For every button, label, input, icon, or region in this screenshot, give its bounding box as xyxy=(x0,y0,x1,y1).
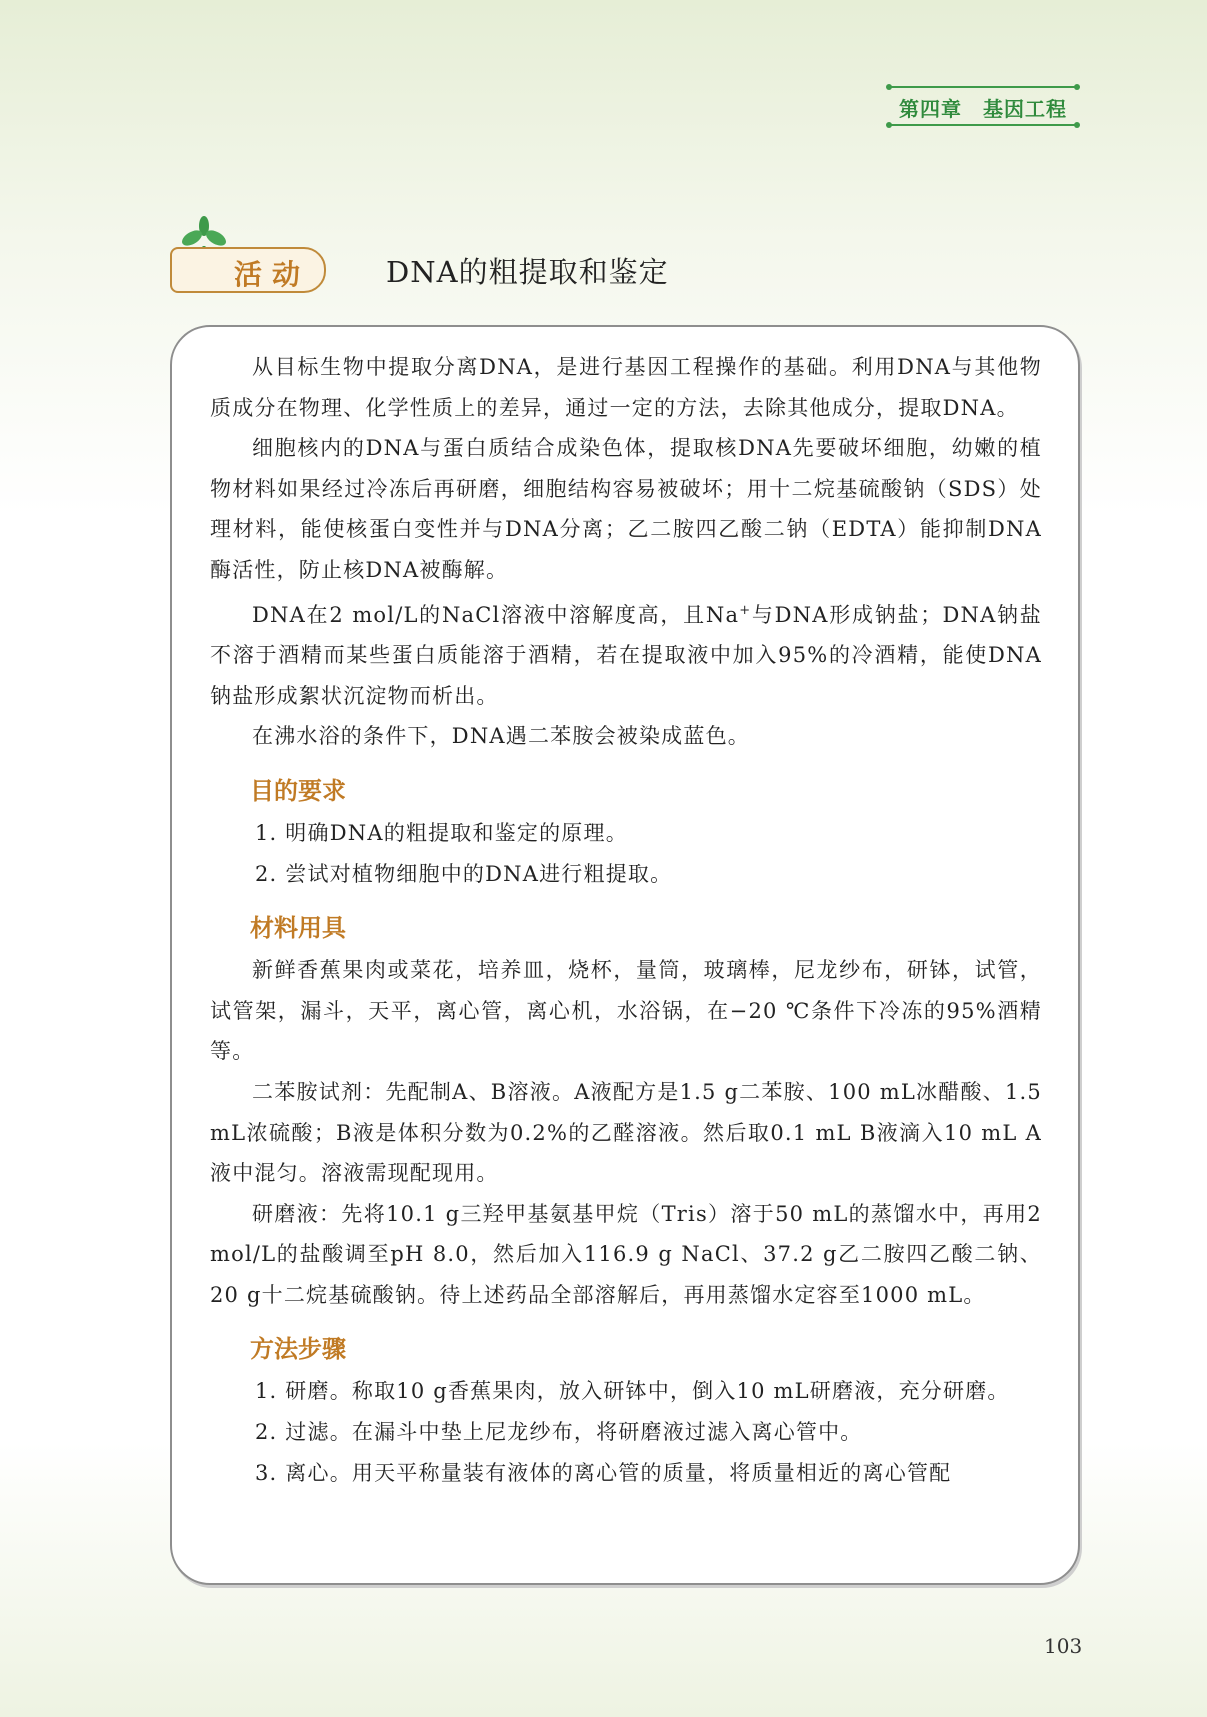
intro-paragraph-3: 在沸水浴的条件下，DNA遇二苯胺会被染成蓝色。 xyxy=(252,724,750,749)
nacl-text-1: DNA在2 mol/L的NaCl溶液中溶解度高，且Na xyxy=(252,602,740,627)
content-body xyxy=(210,347,1042,1493)
reagent-paragraph: 二苯胺试剂：先配制A、B溶液。A液配方是1.5 g二苯胺、100 mL冰醋酸、1.5 mL浓硫酸；B液是体积分数为0.2%的乙醛溶液。然后取0.1 mL B液滴入10 mL A液中混匀。溶液需现配现用。 xyxy=(210,1079,1042,1186)
goal-item: 1. 明确DNA的粗提取和鉴定的原理。 xyxy=(255,820,628,845)
nacl-paragraph xyxy=(210,591,1042,717)
chapter-rule-bottom xyxy=(888,124,1078,126)
activity-title: DNA的粗提取和鉴定 xyxy=(386,255,669,289)
sodium-charge: + xyxy=(739,602,752,618)
chapter-rule-top xyxy=(888,86,1078,88)
goal-item: 2. 尝试对植物细胞中的DNA进行粗提取。 xyxy=(255,861,673,886)
materials-paragraph: 新鲜香蕉果肉或菜花，培养皿，烧杯，量筒，玻璃棒，尼龙纱布，研钵，试管，试管架，漏斗，天平，离心管，离心机，水浴锅，在−20 ℃条件下冷冻的95%酒精等。 xyxy=(210,958,1042,1064)
chapter-tag xyxy=(888,86,1078,126)
step-item: 1. 研磨。称取10 g香蕉果肉，放入研钵中，倒入10 mL研磨液，充分研磨。 xyxy=(255,1379,1010,1404)
materials-heading: 材料用具 xyxy=(250,914,346,943)
activity-badge-label: 活动 xyxy=(234,258,311,291)
steps-heading: 方法步骤 xyxy=(250,1335,346,1364)
grinding-solution-paragraph: 研磨液：先将10.1 g三羟甲基氨基甲烷（Tris）溶于50 mL的蒸馏水中，再用2 mol/L的盐酸调至pH 8.0，然后加入116.9 g NaCl、37.2 g乙二胺四乙酸二钠、20 g十二烷基硫酸钠。待上述药品全部溶解后，再用蒸馏水定容至1000 mL。 xyxy=(210,1201,1042,1307)
step-item: 3. 离心。用天平称量装有液体的离心管的质量，将质量相近的离心管配 xyxy=(255,1460,952,1485)
intro-paragraph-1: 从目标生物中提取分离DNA，是进行基因工程操作的基础。利用DNA与其他物质成分在物理、化学性质上的差异，通过一定的方法，去除其他成分，提取DNA。 xyxy=(210,355,1042,420)
nacl-text-2: 与DNA形成钠盐；DNA钠盐不溶于酒精而某些蛋白质能溶于酒精，若在提取液中加入95%的冷酒精，能使DNA钠盐形成絮状沉淀物而析出。 xyxy=(210,602,1042,708)
goals-heading: 目的要求 xyxy=(250,776,346,805)
chapter-title: 第四章 基因工程 xyxy=(899,97,1067,121)
intro-paragraph-2: 细胞核内的DNA与蛋白质结合成染色体，提取核DNA先要破坏细胞，幼嫩的植物材料如果经过冷冻后再研磨，细胞结构容易被破坏；用十二烷基硫酸钠（SDS）处理材料，能使核蛋白变性并与DNA分离；乙二胺四乙酸二钠（EDTA）能抑制DNA酶活性，防止核DNA被酶解。 xyxy=(210,436,1042,582)
content-card xyxy=(170,325,1080,1585)
step-item: 2. 过滤。在漏斗中垫上尼龙纱布，将研磨液过滤入离心管中。 xyxy=(255,1420,863,1445)
page-number: 103 xyxy=(1044,1634,1083,1658)
activity-badge xyxy=(170,247,326,293)
